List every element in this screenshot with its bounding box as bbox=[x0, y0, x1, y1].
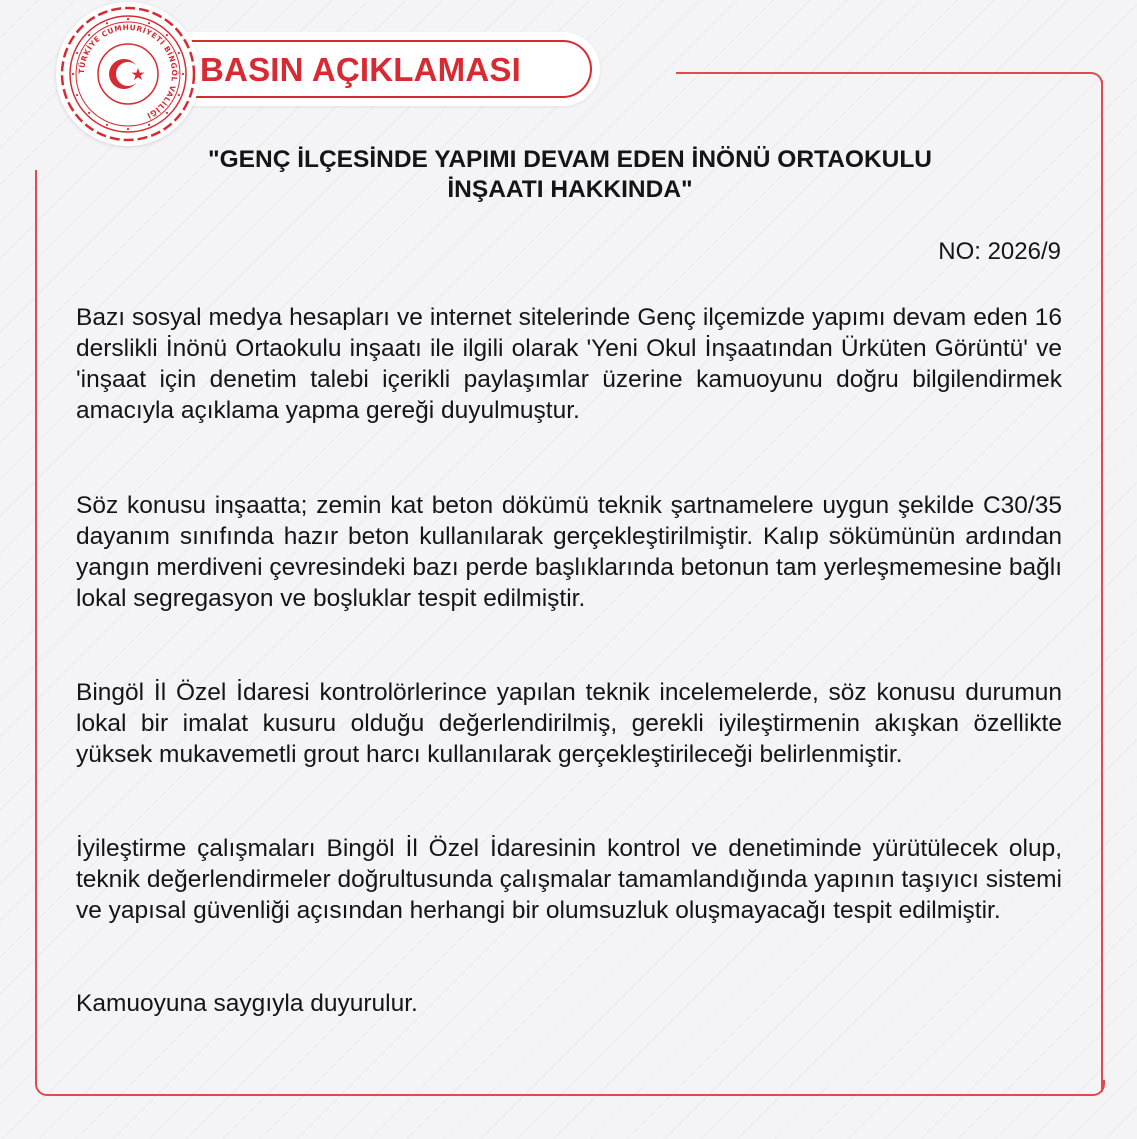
governorship-seal bbox=[56, 2, 200, 146]
frame-line-top bbox=[676, 72, 1092, 74]
crescent-star-icon bbox=[109, 59, 144, 89]
frame-line-left bbox=[35, 170, 37, 1082]
headline-line-1: "GENÇ İLÇESİNDE YAPIMI DEVAM EDEN İNÖNÜ ORTAOKULU bbox=[208, 146, 932, 173]
seal-star-dot bbox=[166, 112, 168, 114]
seal-star-dot bbox=[72, 73, 74, 75]
seal-star-dot bbox=[88, 112, 90, 114]
seal-star-dot bbox=[88, 34, 90, 36]
seal-star-dot bbox=[76, 94, 78, 96]
seal-star-dot bbox=[106, 22, 108, 24]
paragraph-1: Bazı sosyal medya hesapları ve internet sitelerinde Genç ilçemizde yapımı devam eden 16 derslikli İnönü Ortaokulu inşaatı ile ilgili olarak 'Yeni Okul İnşaatından Ürküten Görüntü' ve 'inşaat için denetim talebi içerikli paylaşımlar üzerine kamuoyunu doğru bilgilendirmek amacıyla açıklama yapma gereği duyulmuştur. bbox=[76, 304, 1062, 424]
seal-star-dot bbox=[148, 124, 150, 126]
headline-line-2: İNŞAATI HAKKINDA" bbox=[447, 176, 693, 203]
seal-star-dot bbox=[148, 22, 150, 24]
seal-star-dot bbox=[76, 52, 78, 54]
reference-number: NO: 2026/9 bbox=[938, 238, 1061, 265]
frame-line-bottom bbox=[48, 1094, 1090, 1096]
seal-star-dot bbox=[178, 52, 180, 54]
seal-star-dot bbox=[182, 73, 184, 75]
seal-text: TÜRKİYE CUMHURİYETİ BİNGÖL VALİLİĞİ bbox=[76, 22, 180, 121]
paragraph-closing: Kamuoyuna saygıyla duyurulur. bbox=[76, 990, 418, 1017]
seal-star-dot bbox=[106, 124, 108, 126]
paragraph-4: İyileştirme çalışmaları Bingöl İl Özel İdaresinin kontrol ve denetiminde yürütülecek olup, teknik değerlendirmeler doğrultusunda çalışmalar tamamlandığında yapının taşıyıcı sistemi ve yapısal güvenliği açısından herhangi bir olumsuzluk oluşmayacağı tespit edilmiştir. bbox=[76, 835, 1062, 924]
seal-star-dot bbox=[178, 94, 180, 96]
seal-star-dot bbox=[127, 18, 129, 20]
frame-corner-bottom-right bbox=[1089, 1080, 1105, 1096]
paragraph-3: Bingöl İl Özel İdaresi kontrolörlerince yapılan teknik incelemelerde, söz konusu durumun lokal bir imalat kusuru olduğu değerlendirilmiş, gerekli iyileştirmenin akışkan özellikte yüksek mukavemetli grout harcı kullanılarak gerçekleştirileceği belirlenmiştir. bbox=[76, 679, 1062, 768]
banner-title: BASIN AÇIKLAMASI bbox=[200, 51, 521, 88]
seal-star-dot bbox=[127, 128, 129, 130]
frame-line-right bbox=[1101, 80, 1103, 1092]
seal-graphic bbox=[56, 2, 200, 146]
paragraph-2: Söz konusu inşaatta; zemin kat beton dökümü teknik şartnamelere uygun şekilde C30/35 dayanım sınıfında hazır beton kullanılarak gerçekleştirilmiştir. Kalıp sökümünün ardından yangın merdiveni çevresindeki bazı perde başlıklarında betonun tam yerleşmemesine bağlı lokal segregasyon ve boşluklar tespit edilmiştir. bbox=[76, 492, 1062, 612]
seal-star-dot bbox=[166, 34, 168, 36]
